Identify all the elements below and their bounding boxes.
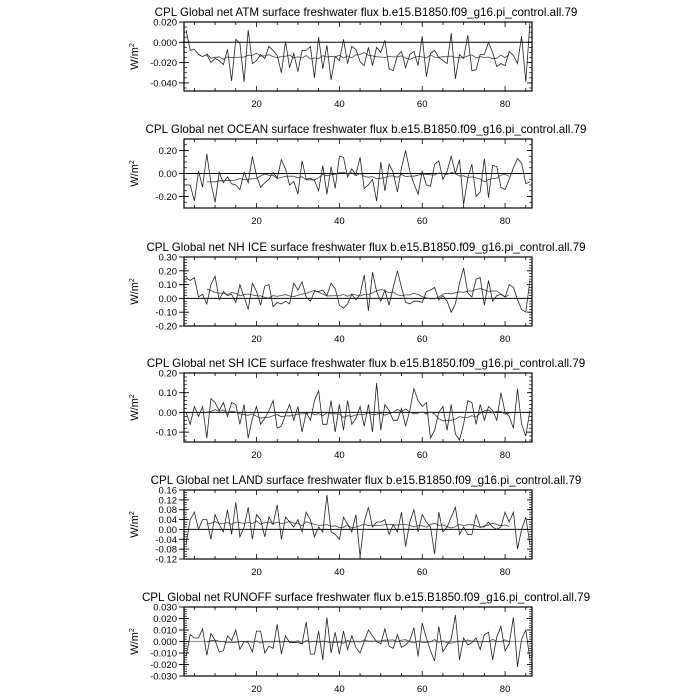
chart-title: CPL Global net NH ICE surface freshwater flux b.e15.B1850.f09_g16.pi_control.all.79 xyxy=(146,241,586,254)
y-tick-label: 0.10 xyxy=(158,388,177,400)
x-tick-label: 80 xyxy=(499,216,511,227)
x-tick-label: 80 xyxy=(499,450,511,461)
panel-3 xyxy=(129,241,586,345)
y-axis-label-superscript: 2 xyxy=(129,160,136,165)
y-tick-label: -0.020 xyxy=(150,58,177,70)
x-tick-label: 40 xyxy=(334,334,345,345)
x-tick-label: 40 xyxy=(334,684,345,695)
x-tick-label: 20 xyxy=(251,99,262,110)
y-axis-label-superscript: 2 xyxy=(129,511,136,516)
y-tick-label: -0.08 xyxy=(155,544,177,556)
x-tick-label: 60 xyxy=(416,450,428,461)
data-series-line xyxy=(186,268,530,312)
x-tick-label: 20 xyxy=(251,334,262,345)
x-tick-label: 40 xyxy=(334,567,345,578)
x-tick-label: 20 xyxy=(251,450,262,461)
x-tick-label: 60 xyxy=(416,334,428,345)
y-tick-label: 0.20 xyxy=(158,368,177,380)
y-tick-label: 0.20 xyxy=(158,146,177,157)
x-tick-label: 60 xyxy=(416,567,428,578)
y-tick-label: -0.20 xyxy=(155,321,177,333)
y-tick-label: -0.010 xyxy=(150,648,177,660)
x-tick-label: 20 xyxy=(251,567,262,578)
x-tick-label: 40 xyxy=(334,216,345,227)
chart-title: CPL Global net SH ICE surface freshwater flux b.e15.B1850.f09_g16.pi_control.all.79 xyxy=(146,357,586,370)
y-axis-label: $W/m^2$ xyxy=(129,394,141,421)
x-tick-label: 80 xyxy=(499,684,511,695)
y-axis-label: $W/m^2$ xyxy=(129,628,141,655)
y-tick-label: -0.20 xyxy=(155,192,177,203)
y-tick-label: 0.04 xyxy=(158,515,177,527)
y-tick-label: 0.000 xyxy=(153,37,177,49)
plot-frame xyxy=(184,490,532,559)
chart-title: CPL Global net RUNOFF surface freshwater flux b.e15.B1850.f09_g16.pi_control.all.79 xyxy=(141,591,591,604)
y-tick-label: 0.00 xyxy=(158,169,177,180)
y-tick-label: 0.00 xyxy=(158,524,177,536)
y-tick-label: 0.20 xyxy=(158,266,177,278)
y-axis-label-superscript: 2 xyxy=(129,394,136,399)
x-tick-label: 80 xyxy=(499,567,511,578)
y-tick-label: 0.30 xyxy=(158,252,177,264)
y-tick-label: -0.10 xyxy=(155,307,177,319)
y-axis-label-superscript: 2 xyxy=(129,43,136,48)
chart-title: CPL Global net ATM surface freshwater flux b.e15.B1850.f09_g16.pi_control.all.79 xyxy=(154,6,578,19)
y-tick-label: 0.12 xyxy=(158,495,177,507)
y-tick-label: 0.00 xyxy=(158,407,177,419)
chart-title: CPL Global net LAND surface freshwater flux b.e15.B1850.f09_g16.pi_control.all.79 xyxy=(150,474,582,487)
x-tick-label: 60 xyxy=(416,99,428,110)
y-axis-label: $W/m^2$ xyxy=(129,278,141,305)
x-tick-label: 40 xyxy=(334,99,345,110)
data-series-line xyxy=(186,495,530,557)
y-tick-label: 0.030 xyxy=(153,602,177,614)
y-axis-label: $W/m^2$ xyxy=(129,511,141,538)
y-tick-label: -0.10 xyxy=(155,427,177,439)
y-tick-label: 0.020 xyxy=(153,614,177,625)
y-tick-label: 0.16 xyxy=(158,485,177,497)
y-tick-label: -0.12 xyxy=(155,554,177,566)
panel-6 xyxy=(129,591,590,695)
panel-2 xyxy=(129,123,587,227)
y-axis-label-superscript: 2 xyxy=(129,628,136,633)
data-series-line xyxy=(186,23,530,82)
data-series-line xyxy=(186,383,530,440)
y-axis-label: $W/m^2$ xyxy=(129,43,141,70)
y-tick-label: -0.040 xyxy=(150,78,177,90)
x-tick-label: 40 xyxy=(334,450,345,461)
x-tick-label: 20 xyxy=(251,216,262,227)
x-tick-label: 80 xyxy=(499,334,511,345)
y-tick-label: 0.08 xyxy=(158,505,177,517)
panel-5 xyxy=(129,474,581,578)
y-tick-label: -0.020 xyxy=(150,660,177,671)
y-tick-label: 0.010 xyxy=(153,625,177,637)
y-axis-label: $W/m^2$ xyxy=(129,160,141,187)
x-tick-label: 80 xyxy=(499,99,511,110)
plot-frame xyxy=(184,257,532,326)
x-tick-label: 60 xyxy=(416,684,428,695)
panel-1 xyxy=(129,6,577,110)
x-tick-label: 20 xyxy=(251,684,262,695)
chart-title: CPL Global net OCEAN surface freshwater flux b.e15.B1850.f09_g16.pi_control.all.79 xyxy=(145,123,587,136)
y-tick-label: -0.030 xyxy=(150,671,177,683)
y-tick-label: 0.10 xyxy=(158,280,177,292)
y-tick-label: 0.000 xyxy=(153,637,177,648)
y-tick-label: -0.04 xyxy=(155,534,177,546)
panel-4 xyxy=(129,357,585,461)
x-tick-label: 60 xyxy=(416,216,428,227)
data-series-line xyxy=(186,151,530,205)
y-tick-label: 0.020 xyxy=(153,17,177,29)
y-axis-label-superscript: 2 xyxy=(129,278,136,283)
y-tick-label: 0.00 xyxy=(158,293,177,305)
